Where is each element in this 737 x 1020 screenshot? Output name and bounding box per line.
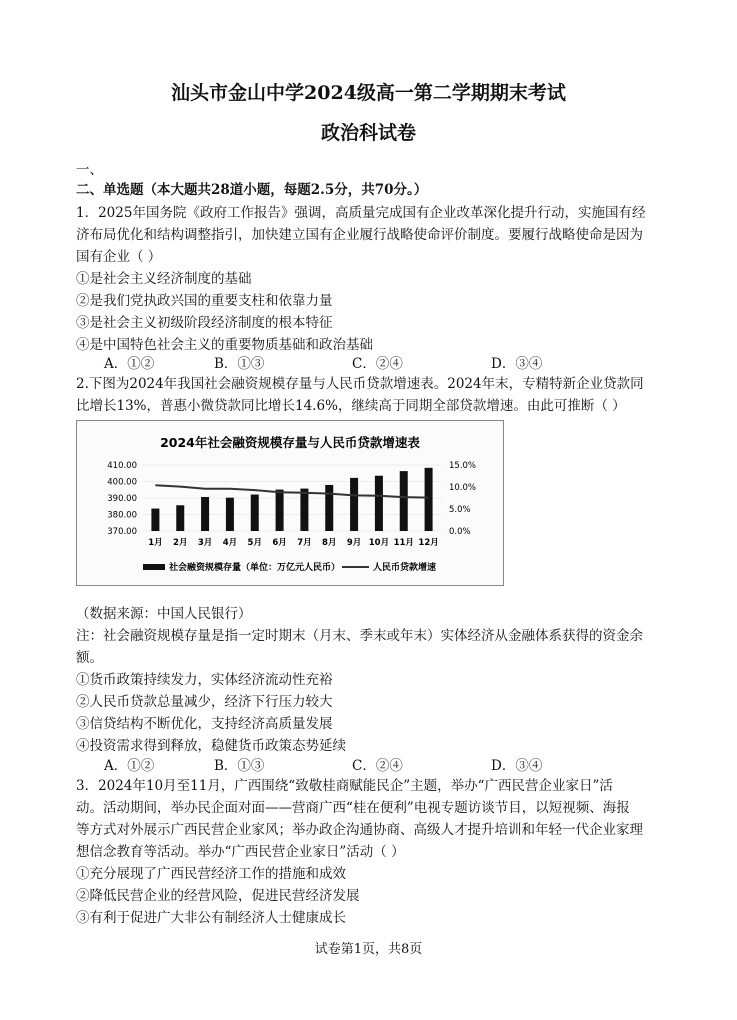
loan-growth-line	[155, 485, 428, 497]
legend-line-label: 人民币贷款增速	[373, 563, 437, 573]
q3-stem-line: 3．2024年10月至11月，广西围绕“致敬桂商赋能民企”主题，举办“广西民营企业家日”活	[76, 778, 613, 794]
bar-social-financing	[350, 478, 358, 531]
right-axis-tick: 15.0%	[449, 461, 477, 471]
bar-social-financing	[226, 498, 234, 531]
q3-stem-line: 想信念教育等活动。举办“广西民营企业家日”活动（ ）	[76, 844, 405, 860]
x-axis-tick: 4月	[222, 538, 238, 548]
bar-social-financing	[176, 505, 184, 531]
section-one: 一、	[76, 162, 103, 178]
q1-statement: ②是我们党执政兴国的重要支柱和依靠力量	[76, 293, 333, 309]
bar-social-financing	[375, 476, 383, 531]
q1-statement: ③是社会主义初级阶段经济制度的根本特征	[76, 315, 333, 331]
x-axis-tick: 9月	[346, 538, 362, 548]
q3-statement: ②降低民营企业的经营风险，促进民营经济发展	[76, 888, 360, 904]
exam-title: 汕头市金山中学2024级高一第二学期期末考试	[171, 82, 566, 104]
q2-statement: ①货币政策持续发力，实体经济流动性充裕	[76, 672, 333, 688]
exam-subtitle: 政治科试卷	[320, 122, 416, 144]
left-axis-tick: 390.00	[107, 494, 137, 504]
q2-statement: ④投资需求得到释放，稳健货币政策态势延续	[76, 738, 346, 754]
page-footer: 试卷第1页，共8页	[314, 942, 423, 957]
q2-source: （数据来源：中国人民银行）	[76, 606, 252, 622]
bar-social-financing	[400, 471, 408, 531]
chart-title: 2024年社会融资规模存量与人民币贷款增速表	[160, 435, 420, 450]
x-axis-tick: 5月	[247, 538, 262, 548]
q2-statement: ③信贷结构不断优化，支持经济高质量发展	[76, 716, 333, 732]
q2-stem-line: 比增长13%，普惠小微贷款同比增长14.6%，继续高于同期全部贷款增速。由此可推断（ ）	[76, 398, 626, 414]
q1-statement: ④是中国特色社会主义的重要物质基础和政治基础	[76, 337, 373, 353]
q3-stem-line: 动。活动期间，举办民企面对面——营商广西“桂在便利”电视专题访谈节目，以短视频、海报	[76, 800, 630, 816]
left-axis-tick: 410.00	[107, 461, 137, 471]
q2-option-c[interactable]: C．②④	[352, 758, 403, 774]
bar-social-financing	[425, 468, 433, 531]
x-axis-tick: 3月	[197, 538, 213, 548]
q1-stem-line: 国有企业（ ）	[76, 249, 162, 265]
q1-stem-line: 1．2025年国务院《政府工作报告》强调，高质量完成国有企业改革深化提升行动，实施国有经	[76, 205, 646, 221]
q3-statement: ③有利于促进广大非公有制经济人士健康成长	[76, 910, 346, 926]
legend-bar-label: 社会融资规模存量（单位：万亿元人民币）	[169, 563, 341, 573]
q3-statement: ①充分展现了广西民营经济工作的措施和成效	[76, 866, 346, 882]
x-axis-tick: 11月	[393, 538, 414, 548]
section-heading: 二、单选题（本大题共28道小题，每题2.5分，共70分。）	[76, 182, 428, 198]
x-axis-tick: 12月	[418, 538, 439, 548]
left-axis-tick: 370.00	[107, 527, 137, 537]
q2-stem-line: 2.下图为2024年我国社会融资规模存量与人民币贷款增速表。2024年末，专精特新企业贷款同	[76, 376, 644, 392]
q1-option-a[interactable]: A．①②	[104, 356, 155, 372]
loan-chart-svg	[77, 421, 503, 585]
q2-note-line: 注：社会融资规模存量是指一定时期末（月末、季末或年末）实体经济从金融体系获得的资金余	[76, 628, 643, 644]
x-axis-tick: 8月	[322, 538, 337, 548]
q2-option-b[interactable]: B．①③	[214, 758, 265, 774]
x-axis-tick: 7月	[297, 538, 312, 548]
bar-social-financing	[201, 497, 209, 531]
bar-social-financing	[251, 495, 259, 531]
right-axis-tick: 0.0%	[449, 527, 471, 537]
loan-chart	[76, 420, 504, 586]
x-axis-tick: 10月	[368, 538, 390, 548]
x-axis-tick: 2月	[173, 538, 188, 548]
q1-statement: ①是社会主义经济制度的基础	[76, 271, 252, 287]
q2-option-d[interactable]: D．③④	[491, 758, 543, 774]
q2-option-a[interactable]: A．①②	[104, 758, 155, 774]
q3-stem-line: 等方式对外展示广西民营企业家风；举办政企沟通协商、高级人才提升培训和年轻一代企业家理	[76, 822, 643, 838]
bar-social-financing	[300, 489, 308, 531]
q2-note-line: 额。	[76, 650, 103, 666]
legend-bar-swatch	[143, 564, 165, 570]
right-axis-tick: 10.0%	[449, 483, 477, 493]
x-axis-tick: 1月	[148, 538, 163, 548]
q1-stem-line: 济布局优化和结构调整指引，加快建立国有企业履行战略使命评价制度。要履行战略使命是因为	[76, 227, 643, 243]
left-axis-tick: 380.00	[107, 510, 137, 521]
q1-option-b[interactable]: B．①③	[214, 356, 265, 372]
right-axis-tick: 5.0%	[449, 505, 471, 515]
x-axis-tick: 6月	[272, 538, 287, 548]
bar-social-financing	[325, 485, 333, 531]
left-axis-tick: 400.00	[107, 477, 137, 488]
q1-option-d[interactable]: D．③④	[491, 356, 543, 372]
bar-social-financing	[276, 490, 284, 531]
q2-statement: ②人民币贷款总量减少，经济下行压力较大	[76, 694, 333, 710]
bar-social-financing	[151, 509, 159, 531]
q1-option-c[interactable]: C．②④	[352, 356, 403, 372]
